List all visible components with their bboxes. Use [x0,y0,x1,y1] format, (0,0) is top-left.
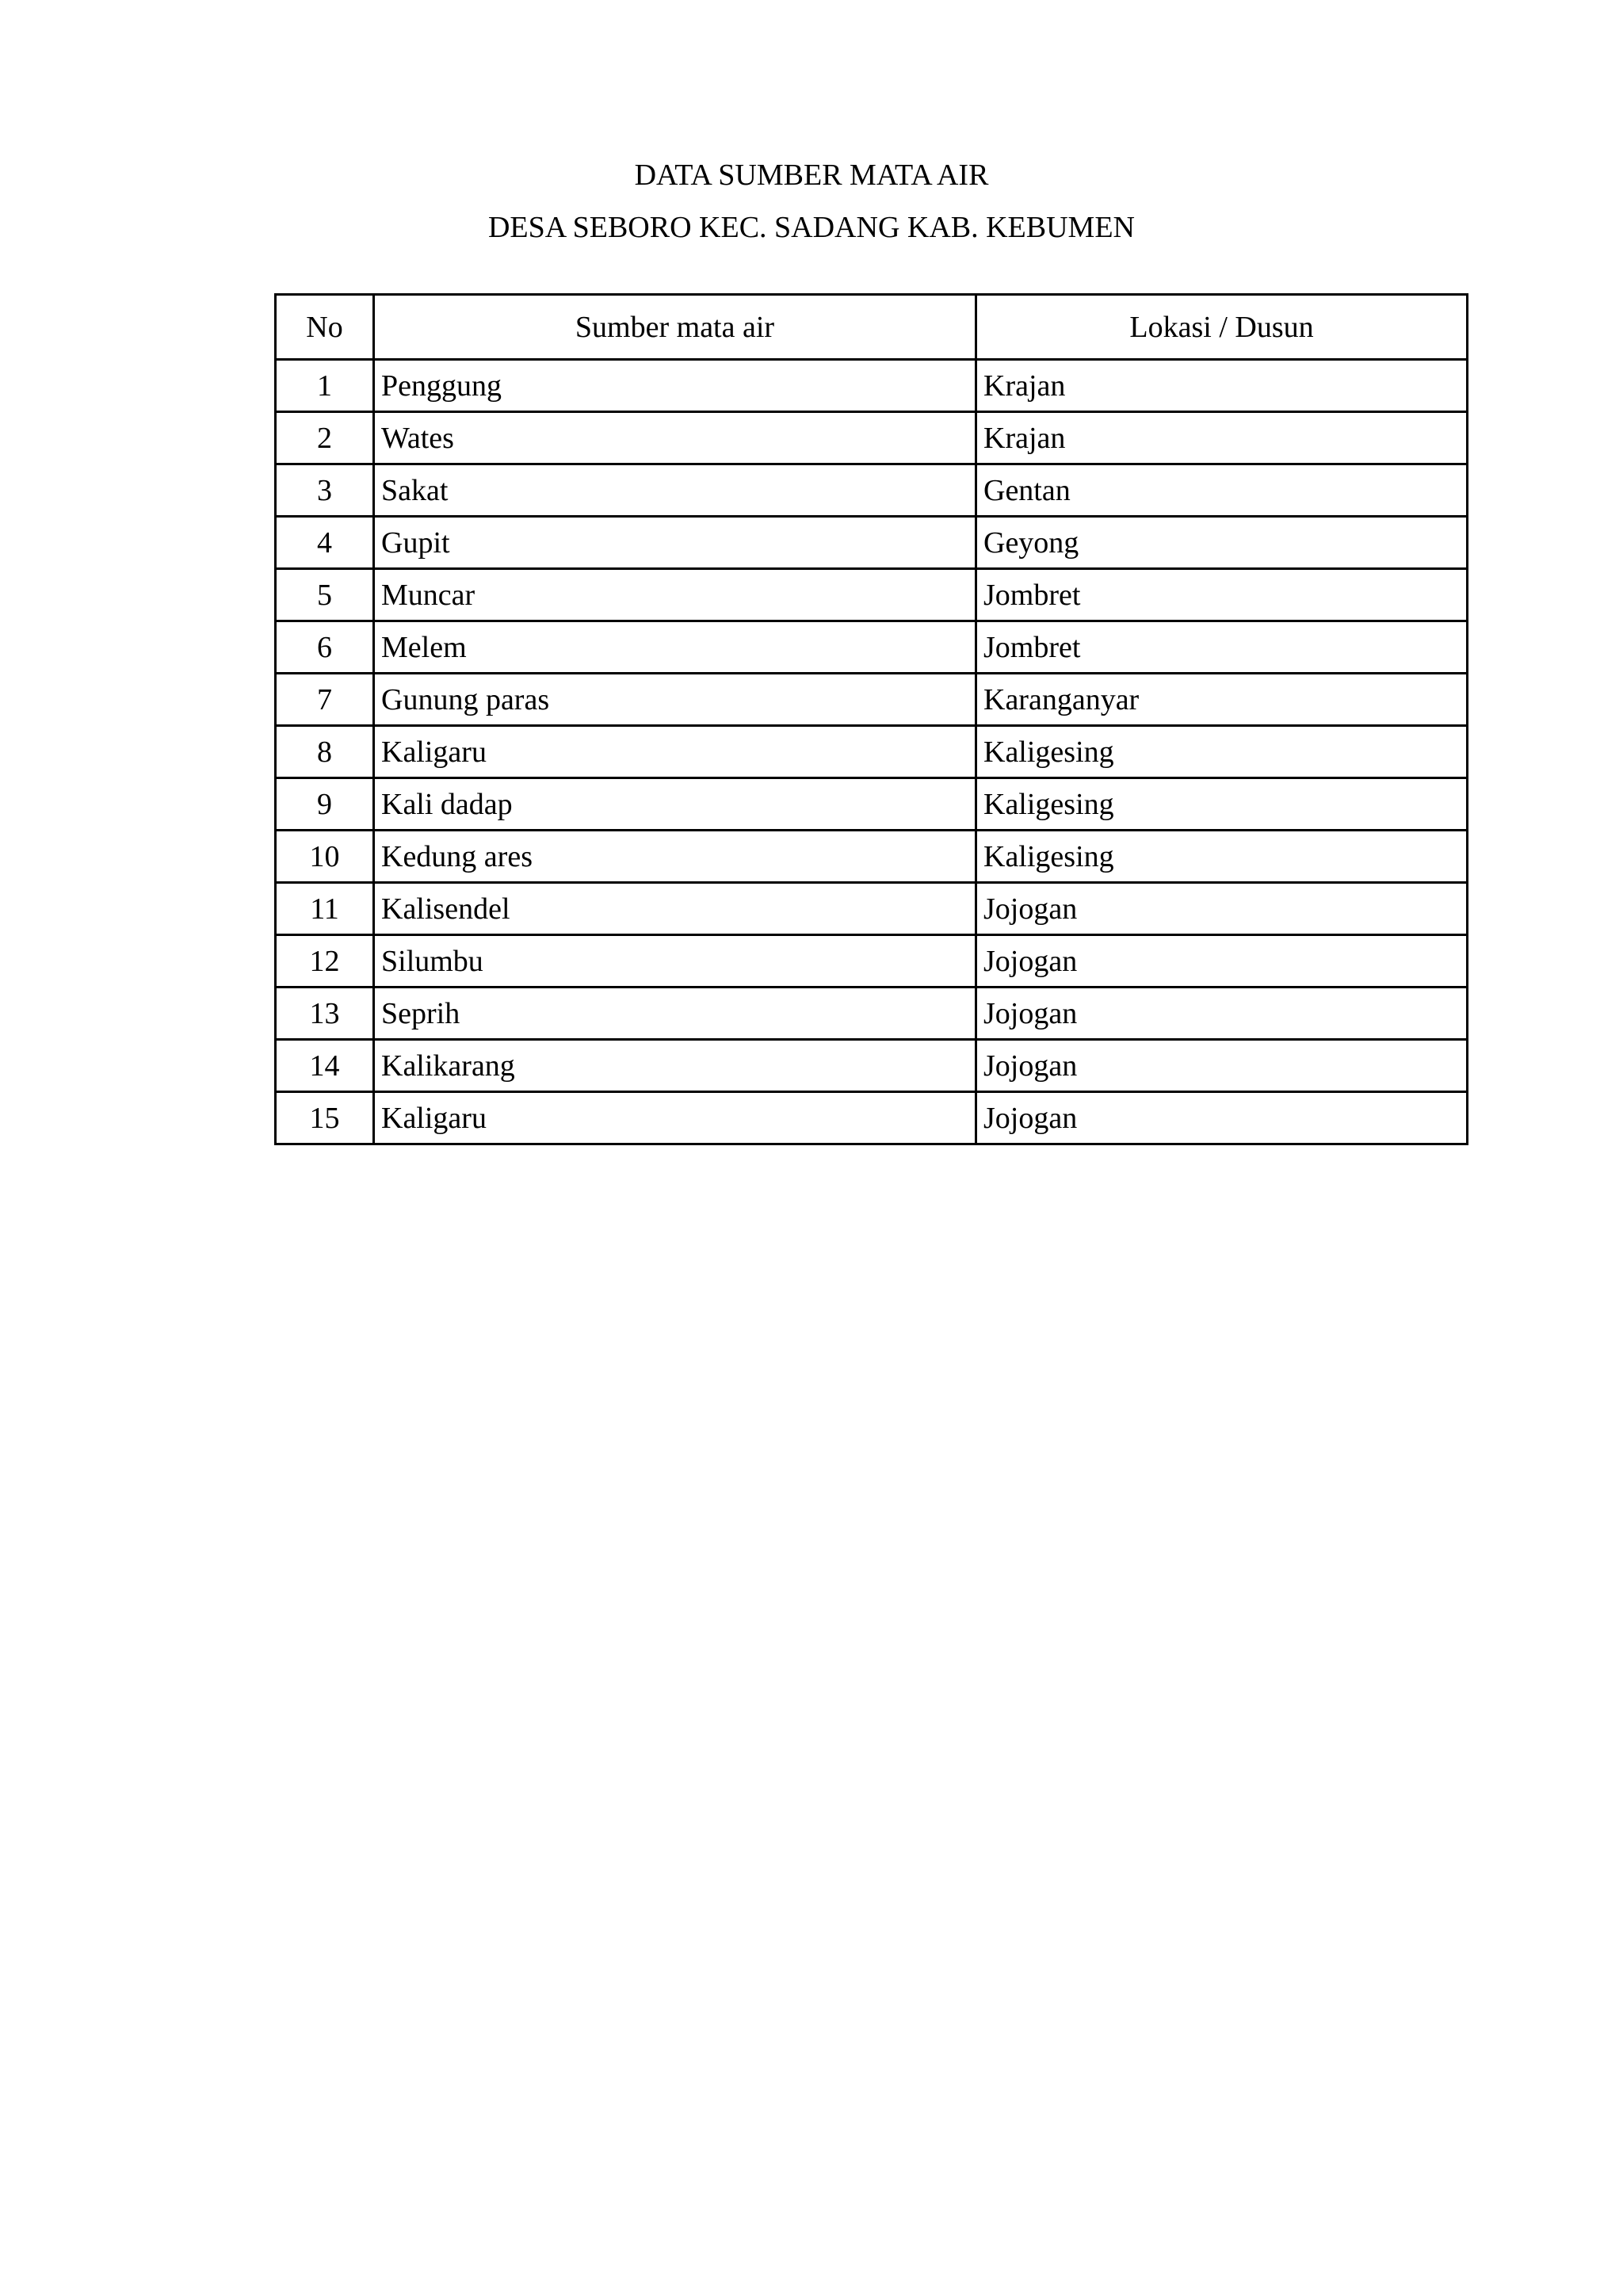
table-row [276,569,1468,621]
cell-location: Jojogan [976,883,1468,935]
table-row [276,1092,1468,1144]
cell-location: Jombret [976,621,1468,674]
cell-spring-name: Silumbu [374,935,976,988]
cell-no: 3 [276,464,374,517]
cell-spring-name: Kalisendel [374,883,976,935]
cell-no: 13 [276,988,374,1040]
cell-no: 15 [276,1092,374,1144]
cell-no: 9 [276,778,374,831]
cell-no: 12 [276,935,374,988]
cell-spring-name: Kali dadap [374,778,976,831]
cell-spring-name: Melem [374,621,976,674]
header-spring-name: Sumber mata air [374,295,976,360]
table-row [276,621,1468,674]
table-row [276,360,1468,412]
cell-no: 4 [276,517,374,569]
cell-location: Krajan [976,360,1468,412]
header-no: No [276,295,374,360]
cell-no: 1 [276,360,374,412]
cell-location: Kaligesing [976,726,1468,778]
cell-location: Geyong [976,517,1468,569]
cell-spring-name: Gunung paras [374,674,976,726]
cell-no: 5 [276,569,374,621]
table-row [276,674,1468,726]
cell-spring-name: Muncar [374,569,976,621]
table-row [276,464,1468,517]
cell-spring-name: Kalikarang [374,1040,976,1092]
cell-location: Kaligesing [976,831,1468,883]
cell-no: 8 [276,726,374,778]
cell-spring-name: Kedung ares [374,831,976,883]
table-row [276,883,1468,935]
header-location: Lokasi / Dusun [976,295,1468,360]
document-title: DATA SUMBER MATA AIR [634,159,989,192]
table-row [276,1040,1468,1092]
table-header-row [276,295,1468,360]
springs-table [274,293,1468,1145]
cell-spring-name: Sakat [374,464,976,517]
cell-location: Gentan [976,464,1468,517]
cell-location: Karanganyar [976,674,1468,726]
table-row [276,988,1468,1040]
table-row [276,778,1468,831]
cell-location: Jojogan [976,1092,1468,1144]
cell-spring-name: Gupit [374,517,976,569]
table-row [276,412,1468,464]
cell-location: Jojogan [976,1040,1468,1092]
cell-no: 2 [276,412,374,464]
cell-no: 14 [276,1040,374,1092]
cell-spring-name: Wates [374,412,976,464]
cell-location: Jojogan [976,988,1468,1040]
table-row [276,517,1468,569]
cell-no: 6 [276,621,374,674]
table-row [276,726,1468,778]
cell-spring-name: Kaligaru [374,726,976,778]
cell-no: 7 [276,674,374,726]
cell-location: Kaligesing [976,778,1468,831]
cell-location: Krajan [976,412,1468,464]
cell-spring-name: Kaligaru [374,1092,976,1144]
cell-spring-name: Penggung [374,360,976,412]
cell-location: Jombret [976,569,1468,621]
table-row [276,831,1468,883]
table-row [276,935,1468,988]
table-body [276,360,1468,1144]
cell-spring-name: Seprih [374,988,976,1040]
cell-location: Jojogan [976,935,1468,988]
cell-no: 11 [276,883,374,935]
cell-no: 10 [276,831,374,883]
document-subtitle: DESA SEBORO KEC. SADANG KAB. KEBUMEN [487,211,1136,244]
